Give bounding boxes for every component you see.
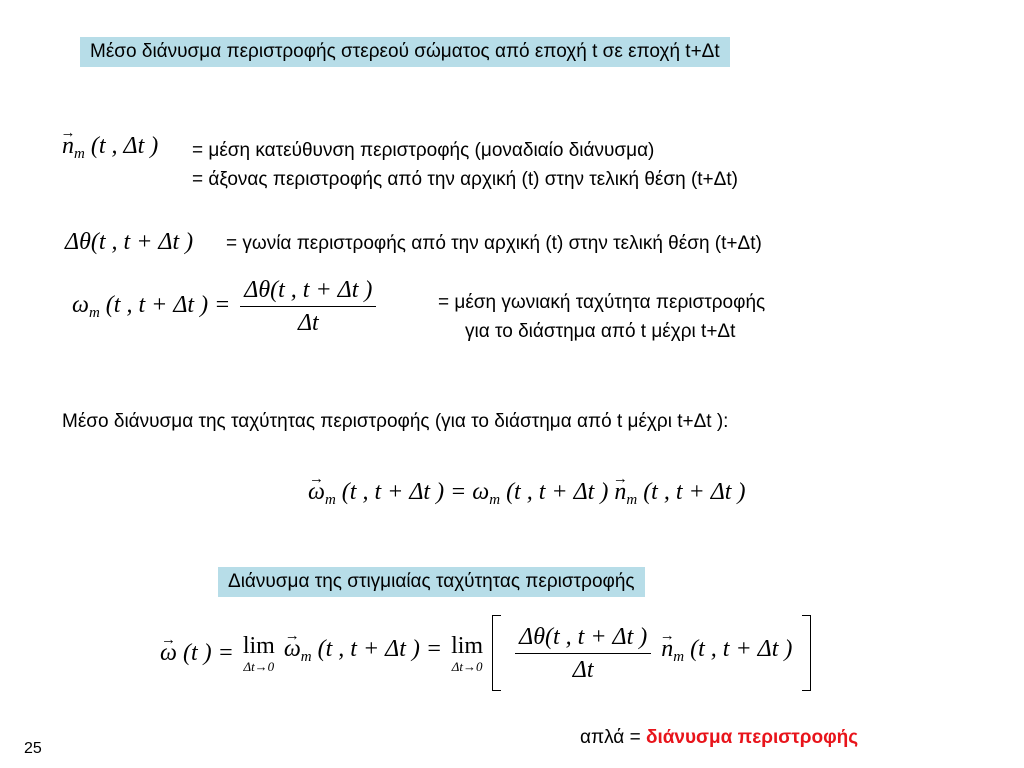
subscript-m: m <box>489 492 501 508</box>
subscript-m: m <box>74 146 85 162</box>
def1-line2: = άξονας περιστροφής από την αρχική (t) στην τελική θέση (t+Δt) <box>192 169 738 190</box>
omega-vector: → ω <box>284 635 301 663</box>
omega-symbol: ω <box>72 292 89 319</box>
left-bracket <box>492 615 501 691</box>
lim-label: lim <box>451 633 484 659</box>
subscript-m: m <box>88 305 100 322</box>
footer-prefix: απλά = <box>580 727 646 748</box>
right-bracket <box>802 615 811 691</box>
def3-line2: για το διάστημα από t μέχρι t+Δt <box>465 321 736 342</box>
mean-vector-heading: Μέσο διάνυσμα της ταχύτητας περιστροφής (για το διάστημα από t μέχρι t+Δt ): <box>62 411 729 432</box>
omega-vector-lhs: → ω <box>160 639 177 667</box>
instantaneous-box-text: Διάνυσμα της στιγμιαίας ταχύτητας περιστροφής <box>228 571 635 592</box>
instantaneous-box <box>218 567 645 597</box>
rotation-angle-symbol <box>65 228 193 256</box>
def1-line1: = μέση κατεύθυνση περιστροφής (μοναδιαίο διάνυσμα) <box>192 140 655 161</box>
lim-under: Δt→0 <box>451 659 483 674</box>
instantaneous-velocity-equation <box>160 615 811 691</box>
subscript-m: m <box>626 492 638 508</box>
omega-vector: → ω <box>308 478 325 506</box>
fraction <box>240 276 376 337</box>
n-vector: → n <box>62 132 74 160</box>
fraction-numerator: Δθ(t , t + Δt ) <box>240 276 376 307</box>
fraction-denominator: Δt <box>297 310 319 336</box>
lhs-args: (t , t + Δt ) = <box>105 292 231 319</box>
title-box <box>80 37 730 67</box>
fraction <box>515 623 651 684</box>
def2-text: = γωνία περιστροφής από την αρχική (t) στην τελική θέση (t+Δt) <box>226 233 762 254</box>
fraction-numerator: Δθ(t , t + Δt ) <box>515 623 651 654</box>
title-text: Μέσο διάνυσμα περιστροφής στερεού σώματος από εποχή t σε εποχή t+Δt <box>90 41 720 62</box>
lim-under: Δt→0 <box>243 659 275 674</box>
def3-line1: = μέση γωνιακή ταχύτητα περιστροφής <box>438 292 766 313</box>
n-vector: → n <box>614 478 626 506</box>
n-vector: → n <box>661 635 673 663</box>
limit-2 <box>451 632 483 674</box>
subscript-m: m <box>324 492 336 508</box>
subscript-m: m <box>300 649 312 665</box>
mean-direction-symbol <box>62 132 158 168</box>
args2: (t , t + Δt ) <box>690 636 793 662</box>
subscript-m: m <box>673 649 685 665</box>
footer-highlight: διάνυσμα περιστροφής <box>645 727 859 748</box>
args1: (t , t + Δt ) = <box>317 636 443 662</box>
lim-label: lim <box>242 633 275 659</box>
args3: (t , t + Δt ) <box>643 479 746 505</box>
mean-velocity-vector-equation <box>308 478 745 514</box>
footer-conclusion <box>580 726 858 750</box>
args1: (t , t + Δt ) = <box>341 479 467 505</box>
fraction-denominator: Δt <box>572 656 594 683</box>
args2: (t , t + Δt ) <box>506 479 609 505</box>
limit-1 <box>243 632 275 674</box>
page-number: 25 <box>24 740 42 757</box>
delta-theta-expr: Δθ(t , t + Δt ) <box>65 229 194 255</box>
lhs-args: (t ) = <box>182 640 234 666</box>
args: (t , Δt ) <box>90 133 159 159</box>
omega-scalar: ω <box>472 479 490 505</box>
mean-angular-speed-equation <box>72 276 380 337</box>
